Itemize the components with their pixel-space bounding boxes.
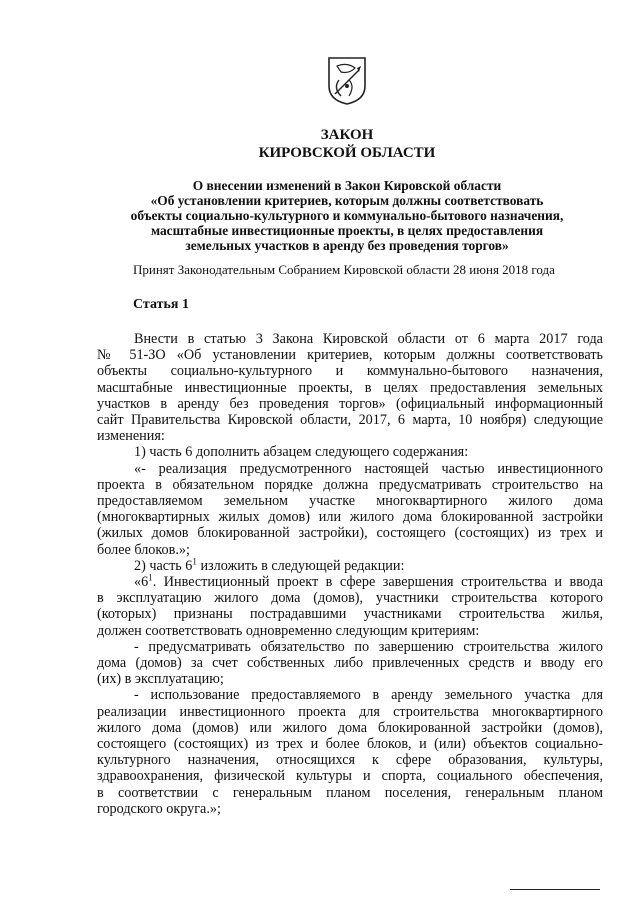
body-line: - использование предоставляемого в аренду земельного участка для <box>134 687 603 704</box>
adoption-note: Принят Законодательным Собранием Кировской области 28 июня 2018 года <box>133 262 555 277</box>
law-heading <box>100 178 594 253</box>
heading-line: земельных участков в аренду без проведения торгов» <box>185 238 509 253</box>
heading-line: объекты социально-культурного и коммунально-бытового назначения, <box>130 208 564 223</box>
body-line: 1) часть 6 дополнить абзацем следующего содержания: <box>134 444 469 461</box>
body-line: масштабные инвестиционные проекты, в целях предоставления земельных <box>97 379 603 396</box>
body-line: (многоквартирных жилых домов) или жилого дома блокированной застройки <box>97 509 603 526</box>
body-line: в эксплуатацию жилого дома (домов), участники строительства которого <box>97 590 603 607</box>
body-line: «- реализация предусмотренного настоящей частью инвестиционного <box>134 460 603 477</box>
body-line: состоящего (состоящих) из трех и более блоков, и (или) объектов социально- <box>97 736 603 753</box>
body-line: здравоохранения, физической культуры и спорта, социального обеспечения, <box>97 768 603 785</box>
body-line: (жилых домов блокированной застройки), состоящего (состоящих) из трех и <box>97 525 603 542</box>
body-line: в соответствии с генеральным планом поселения, генеральным планом <box>97 784 603 801</box>
body-line: Внести в статью 3 Закона Кировской области от 6 марта 2017 года <box>134 331 603 347</box>
heading-line: «Об установлении критериев, которым должны соответствовать <box>150 193 544 208</box>
body-line: изменения: <box>97 428 165 445</box>
body-line: культурного назначения, относящихся к сфере образования, культуры, <box>97 752 603 769</box>
body-line <box>97 558 603 574</box>
body-line: должен соответствовать одновременно следующим критериям: <box>97 622 480 639</box>
body-line: сайт Правительства Кировской области, 2017, 6 марта, 10 ноября) следующие <box>97 412 603 429</box>
body-line: объекты социально-культурного и коммунально-бытового назначения, <box>97 363 603 380</box>
body-line: проекта в обязательном порядке должна предусматривать строительство на <box>97 476 603 493</box>
signature-line <box>510 889 600 890</box>
body-line: № 51-ЗО «Об установлении критериев, которым должны соответствовать <box>97 347 603 364</box>
body-line: более блоков.»; <box>97 541 190 558</box>
superscript: 1 <box>148 572 153 583</box>
body-line: жилого дома (домов) или жилого дома блокированной застройки (домов), <box>97 719 603 736</box>
coat-of-arms-icon <box>327 56 367 106</box>
law-title: ЗАКОН <box>320 127 374 143</box>
region-title: КИРОВСКОЙ ОБЛАСТИ <box>258 145 436 161</box>
item-2-end: изложить в следующей редакции: <box>196 557 405 574</box>
body-line: участков в аренду без проведения торгов» (официальный информационный <box>97 395 603 412</box>
heading-line: масштабные инвестиционные проекты, в целях предоставления <box>150 223 544 238</box>
item-2-start: 2) часть 6 <box>134 557 193 574</box>
body-line: - предусматривать обязательство по завершению строительства жилого <box>134 638 603 655</box>
heading-line: О внесении изменений в Закон Кировской области <box>192 178 502 193</box>
article-title: Статья 1 <box>133 297 189 312</box>
body-line: (их) в эксплуатацию; <box>97 671 224 688</box>
article-body <box>97 331 603 817</box>
part-6-1-start: «6 <box>134 574 149 591</box>
superscript: 1 <box>192 556 197 567</box>
body-line: реализации инвестиционного проекта для строительства многоквартирного <box>97 703 603 720</box>
part-6-1-text: . Инвестиционный проект в сфере завершения строительства и ввода <box>152 574 603 591</box>
body-line: городского округа.»; <box>97 800 221 817</box>
body-line: предоставляемом земельном участке многоквартирного жилого дома <box>97 493 603 510</box>
body-line <box>97 574 603 590</box>
body-line: (которых) признаны пострадавшими участниками строительства жилья, <box>97 606 603 623</box>
body-line: дома (домов) за счет собственных либо привлеченных средств и вводу его <box>97 655 603 672</box>
